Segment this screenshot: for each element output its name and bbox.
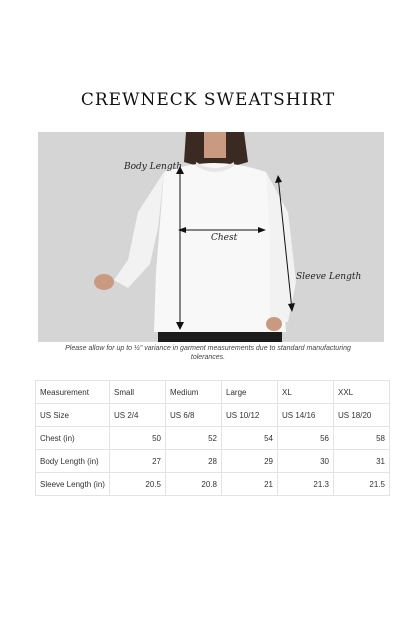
table-row <box>36 450 390 473</box>
table-cell: 58 <box>334 427 390 450</box>
header-cell: XXL <box>334 381 390 404</box>
table-cell: 21.5 <box>334 473 390 496</box>
table-cell: 31 <box>334 450 390 473</box>
chest-label: Chest <box>211 233 238 243</box>
header-cell: Large <box>222 381 278 404</box>
row-label: Body Length (in) <box>36 450 110 473</box>
table-cell: 29 <box>222 450 278 473</box>
row-label: Sleeve Length (in) <box>36 473 110 496</box>
page-title: CREWNECK SWEATSHIRT <box>80 90 336 110</box>
table-cell: 27 <box>110 450 166 473</box>
size-chart-table <box>35 380 390 496</box>
row-label: US Size <box>36 404 110 427</box>
table-cell: 20.8 <box>166 473 222 496</box>
table-cell: 52 <box>166 427 222 450</box>
header-cell: Medium <box>166 381 222 404</box>
table-cell: 21 <box>222 473 278 496</box>
table-row <box>36 404 390 427</box>
table-cell: 20.5 <box>110 473 166 496</box>
table-cell: 28 <box>166 450 222 473</box>
table-cell: 30 <box>278 450 334 473</box>
header-cell: Measurement <box>36 381 110 404</box>
row-label: Chest (in) <box>36 427 110 450</box>
header-cell: XL <box>278 381 334 404</box>
table-cell: US 14/16 <box>278 404 334 427</box>
table-cell: 56 <box>278 427 334 450</box>
table-cell: 21.3 <box>278 473 334 496</box>
table-cell: US 18/20 <box>334 404 390 427</box>
body-length-label: Body Length <box>124 162 183 172</box>
table-cell: 50 <box>110 427 166 450</box>
table-cell: US 10/12 <box>222 404 278 427</box>
table-cell: US 2/4 <box>110 404 166 427</box>
table-cell: US 6/8 <box>166 404 222 427</box>
table-row <box>36 427 390 450</box>
table-header-row <box>36 381 390 404</box>
variance-note: Please allow for up to ½" variance in garment measurements due to standard manufacturing tolerances. <box>65 345 351 361</box>
sleeve-length-label: Sleeve Length <box>296 272 362 282</box>
table-cell: 54 <box>222 427 278 450</box>
header-cell: Small <box>110 381 166 404</box>
table-row <box>36 473 390 496</box>
